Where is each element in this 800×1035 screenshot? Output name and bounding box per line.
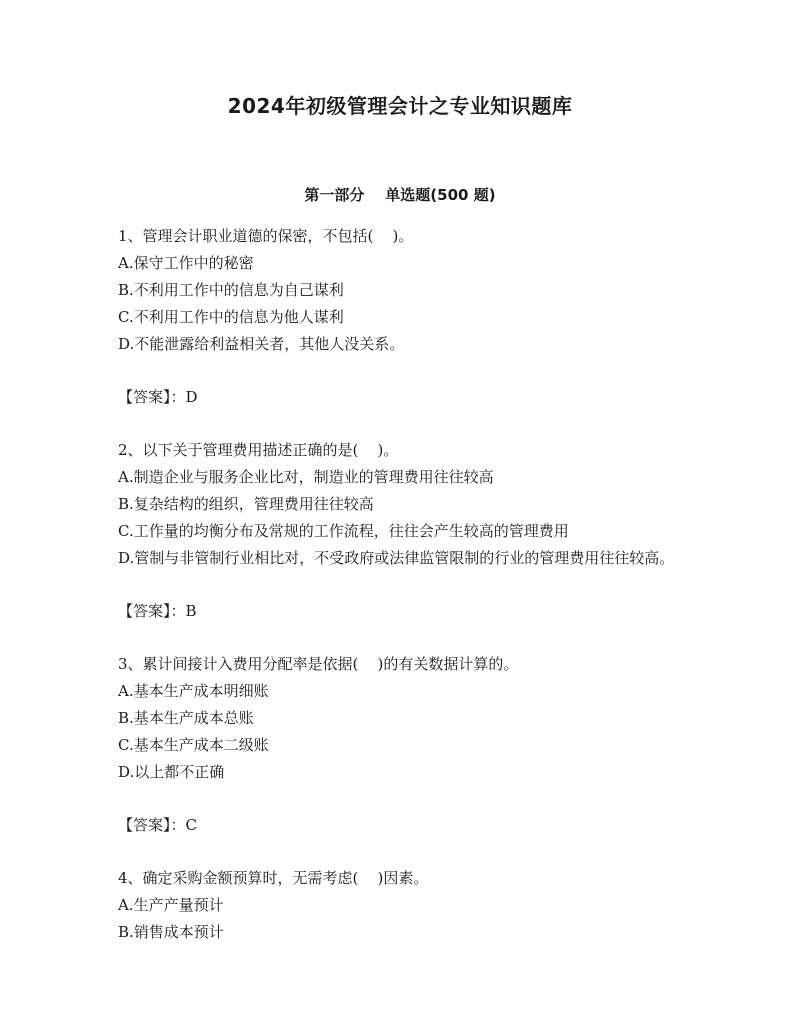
answer-value: D: [185, 388, 198, 406]
option-a: A.制造企业与服务企业比对，制造业的管理费用往往较高: [118, 468, 494, 486]
question-stem: 3、累计间接计入费用分配率是依据( )的有关数据计算的。: [118, 655, 519, 673]
option-c: C.不利用工作中的信息为他人谋利: [118, 308, 344, 326]
question-stem: 4、确定采购金额预算时，无需考虑( )因素。: [118, 869, 429, 887]
answer-value: B: [185, 602, 197, 620]
option-b: B.不利用工作中的信息为自己谋利: [118, 281, 344, 299]
question-stem: 2、以下关于管理费用描述正确的是( )。: [118, 441, 399, 459]
option-d: D.不能泄露给利益相关者，其他人没关系。: [118, 335, 405, 353]
answer-line: [118, 598, 678, 625]
question-4: [118, 865, 678, 946]
answer-line: [118, 384, 678, 411]
answer-line: [118, 812, 678, 839]
option-d: D.以上都不正确: [118, 763, 225, 781]
question-1: [118, 223, 678, 411]
option-c: C.基本生产成本二级账: [118, 736, 269, 754]
answer-label: 【答案】：: [118, 816, 186, 834]
question-list: [118, 223, 678, 946]
option-b: B.销售成本预计: [118, 923, 224, 941]
option-a: A.保守工作中的秘密: [118, 254, 254, 272]
option-c: C.工作量的均衡分布及常规的工作流程，往往会产生较高的管理费用: [118, 522, 569, 540]
section-title: 第一部分 单选题(500 题): [304, 186, 496, 204]
option-d: D.管制与非管制行业相比对，不受政府或法律监管限制的行业的管理费用往往较高。: [118, 549, 675, 567]
question-stem: 1、管理会计职业道德的保密，不包括( )。: [118, 227, 414, 245]
question-3: [118, 651, 678, 839]
option-a: A.基本生产成本明细账: [118, 682, 269, 700]
answer-value: C: [185, 816, 197, 834]
option-a: A.生产产量预计: [118, 896, 224, 914]
question-2: [118, 437, 678, 625]
document-title: 2024年初级管理会计之专业知识题库: [227, 94, 573, 118]
option-b: B.复杂结构的组织，管理费用往往较高: [118, 495, 374, 513]
option-b: B.基本生产成本总账: [118, 709, 254, 727]
answer-label: 【答案】：: [118, 602, 186, 620]
answer-label: 【答案】：: [118, 388, 186, 406]
